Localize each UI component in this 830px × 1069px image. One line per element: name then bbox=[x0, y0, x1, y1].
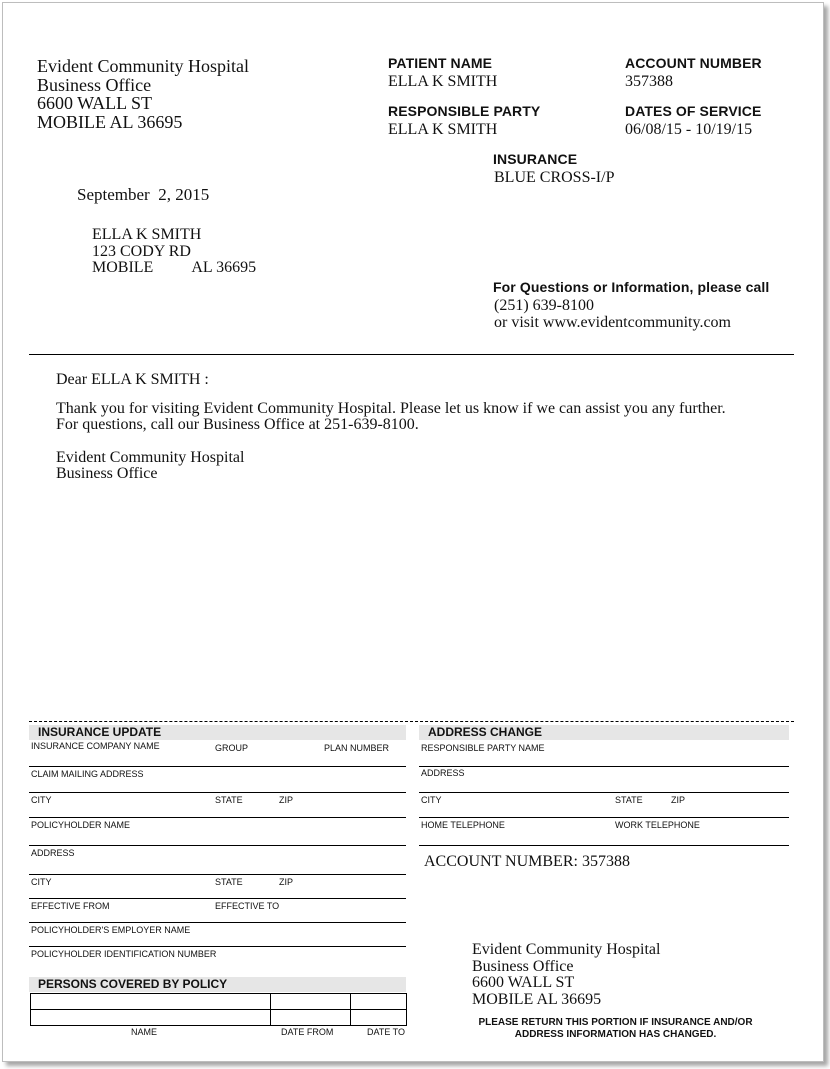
ins-city-field: CITY bbox=[31, 795, 52, 805]
responsible-party-label: RESPONSIBLE PARTY bbox=[388, 103, 541, 119]
ins-line-6 bbox=[29, 898, 406, 899]
return-notice bbox=[473, 1017, 758, 1041]
contact-website: or visit www.evidentcommunity.com bbox=[494, 314, 731, 331]
return-department: Business Office bbox=[472, 957, 574, 975]
ins-employer-name-field: POLICYHOLDER'S EMPLOYER NAME bbox=[31, 925, 191, 935]
tear-off-account-number: ACCOUNT NUMBER: 357388 bbox=[424, 853, 630, 870]
account-number-value: 357388 bbox=[625, 73, 673, 90]
persons-col-divider-1 bbox=[270, 994, 271, 1025]
persons-covered-table bbox=[30, 993, 407, 1026]
sender-department: Business Office bbox=[37, 74, 152, 95]
addr-home-telephone-field: HOME TELEPHONE bbox=[421, 820, 505, 830]
patient-name-value: ELLA K SMITH bbox=[388, 73, 498, 90]
contact-phone: (251) 639-8100 bbox=[494, 297, 594, 314]
signature-name: Evident Community Hospital bbox=[56, 449, 245, 466]
body-line-2: For questions, call our Business Office at 251-639-8100. bbox=[56, 416, 419, 433]
statement-page bbox=[2, 2, 824, 1062]
ins-plan-number-field: PLAN NUMBER bbox=[324, 743, 390, 753]
ins-address-field: ADDRESS bbox=[31, 848, 75, 858]
insurance-value: BLUE CROSS-I/P bbox=[494, 169, 615, 186]
return-address bbox=[472, 942, 660, 1008]
addr-city-field: CITY bbox=[421, 795, 442, 805]
body-line-1: Thank you for visiting Evident Community Hospital. Please let us know if we can assist you any further. bbox=[56, 400, 726, 417]
salutation: Dear ELLA K SMITH : bbox=[56, 371, 209, 388]
ins-zip-field: ZIP bbox=[279, 795, 294, 805]
addr-zip-field: ZIP bbox=[671, 795, 686, 805]
ins-line-5 bbox=[29, 874, 406, 875]
patient-name-label: PATIENT NAME bbox=[388, 55, 493, 71]
ins-city2-field: CITY bbox=[31, 877, 52, 887]
header-divider bbox=[29, 354, 794, 355]
ins-state2-field: STATE bbox=[215, 877, 243, 887]
persons-col-divider-2 bbox=[350, 994, 351, 1025]
ins-state-field: STATE bbox=[215, 795, 243, 805]
contact-label: For Questions or Information, please call bbox=[493, 279, 770, 295]
ins-policyholder-name-field: POLICYHOLDER NAME bbox=[31, 820, 131, 830]
dates-of-service-value: 06/08/15 - 10/19/15 bbox=[625, 121, 753, 138]
insurance-update-title: INSURANCE UPDATE bbox=[38, 725, 162, 739]
address-change-header bbox=[419, 725, 789, 740]
ins-line-7 bbox=[29, 922, 406, 923]
ins-effective-to-field: EFFECTIVE TO bbox=[215, 901, 280, 911]
recipient-address bbox=[92, 227, 256, 277]
insurance-label: INSURANCE bbox=[493, 151, 578, 167]
insurance-update-header bbox=[29, 725, 406, 740]
persons-covered-title: PERSONS COVERED BY POLICY bbox=[38, 977, 228, 991]
sender-street: 6600 WALL ST bbox=[37, 93, 152, 113]
sender-name: Evident Community Hospital bbox=[37, 56, 249, 76]
tear-line bbox=[29, 721, 794, 722]
recipient-name: ELLA K SMITH bbox=[92, 226, 202, 243]
addr-address-field: ADDRESS bbox=[421, 768, 465, 778]
sender-city-state-zip: MOBILE AL 36695 bbox=[37, 111, 183, 132]
letter-date: September 2, 2015 bbox=[77, 185, 210, 204]
ins-id-number-field: POLICYHOLDER IDENTIFICATION NUMBER bbox=[31, 949, 217, 959]
dates-of-service-label: DATES OF SERVICE bbox=[625, 103, 762, 119]
account-number-label: ACCOUNT NUMBER bbox=[625, 55, 762, 71]
ins-group-field: GROUP bbox=[215, 743, 249, 753]
address-change-title: ADDRESS CHANGE bbox=[428, 725, 543, 739]
ins-line-1 bbox=[29, 766, 406, 767]
ins-effective-from-field: EFFECTIVE FROM bbox=[31, 901, 110, 911]
return-notice-line-1: PLEASE RETURN THIS PORTION IF INSURANCE AND/OR bbox=[478, 1017, 753, 1028]
return-name: Evident Community Hospital bbox=[472, 941, 661, 958]
ins-company-name-field: INSURANCE COMPANY NAME bbox=[31, 741, 160, 751]
ins-zip2-field: ZIP bbox=[279, 877, 294, 887]
addr-line-3 bbox=[419, 817, 789, 818]
return-street: 6600 WALL ST bbox=[472, 974, 575, 991]
addr-line-2 bbox=[419, 792, 789, 793]
return-city-state-zip: MOBILE AL 36695 bbox=[472, 990, 602, 1008]
signature-department: Business Office bbox=[56, 465, 158, 482]
responsible-party-value: ELLA K SMITH bbox=[388, 121, 498, 138]
recipient-city-line bbox=[92, 260, 256, 277]
persons-covered-header bbox=[29, 977, 406, 992]
addr-work-telephone-field: WORK TELEPHONE bbox=[615, 820, 700, 830]
addr-state-field: STATE bbox=[615, 795, 643, 805]
persons-col-date-from: DATE FROM bbox=[281, 1027, 334, 1037]
recipient-city: MOBILE bbox=[92, 259, 154, 276]
letter-body bbox=[56, 372, 726, 482]
sender-address bbox=[37, 57, 249, 131]
recipient-street: 123 CODY RD bbox=[92, 242, 191, 260]
persons-col-date-to: DATE TO bbox=[367, 1027, 406, 1037]
recipient-state-zip: AL 36695 bbox=[191, 259, 257, 276]
ins-line-8 bbox=[29, 946, 406, 947]
ins-line-4 bbox=[29, 845, 406, 846]
persons-col-name: NAME bbox=[131, 1027, 158, 1037]
ins-line-2 bbox=[29, 792, 406, 793]
addr-responsible-party-field: RESPONSIBLE PARTY NAME bbox=[421, 743, 545, 753]
addr-line-4 bbox=[419, 845, 789, 846]
ins-line-3 bbox=[29, 817, 406, 818]
ins-claim-address-field: CLAIM MAILING ADDRESS bbox=[31, 769, 144, 779]
addr-line-1 bbox=[419, 766, 789, 767]
return-notice-line-2: ADDRESS INFORMATION HAS CHANGED. bbox=[514, 1029, 717, 1040]
